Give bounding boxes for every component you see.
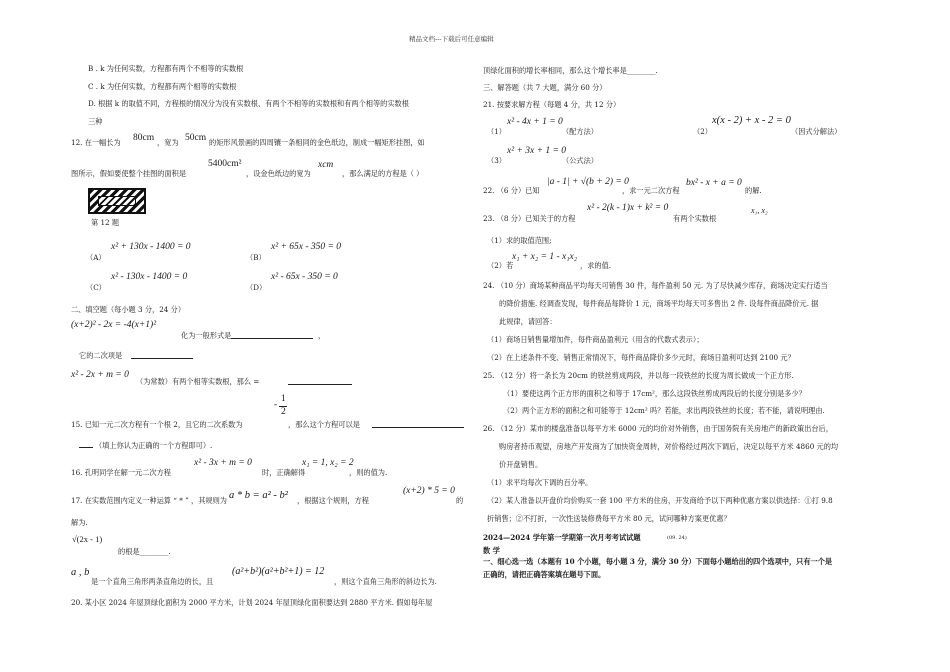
- q19-ab: a , b: [71, 567, 90, 578]
- q15-text-a: 15. 已知一元二次方程有一个根 2，且它的二次系数为: [71, 420, 243, 429]
- q25-part-2: （2）两个正方形的面积之和可能等于 12cm² 吗？若能，求出两段铁丝的长度；若不能，请说明理由.: [503, 406, 825, 415]
- q12-figure: [88, 188, 146, 214]
- q26-line-3: 价开盘销售。: [499, 460, 543, 469]
- q21-3-method: （公式法）: [562, 156, 598, 165]
- exam-date: (09. 24): [667, 535, 687, 541]
- q19-equation: (a²+b²)(a²+b²+1) = 12: [232, 566, 325, 577]
- q15-blank: [372, 427, 464, 428]
- q21-3-equation: x² + 3x + 1 = 0: [507, 146, 567, 156]
- q12-text-e: ，设金色纸边的宽为: [246, 169, 311, 178]
- q24-part-2: （2）在上述条件不变、销售正常情况下，每件商品降价多少元时，商场日盈利可达到 2100 元？: [487, 353, 795, 362]
- q16-text-c: ，则的值为.: [349, 468, 388, 477]
- q12-text-f: ，那么满足的方程是（ ）: [342, 169, 424, 178]
- q17-equation: (x+2) * 5 = 0: [403, 486, 455, 496]
- q22-text-b: ，求一元二次方程: [622, 186, 680, 195]
- q26-part-2-cont: 折销售；②不打折，一次性送装修费每平方米 80 元，试问哪种方案更优惠？: [487, 514, 731, 523]
- q17-text-b: ，根据这个规则，方程: [297, 496, 369, 505]
- q21-3-label: （3）: [487, 156, 506, 165]
- q17-rule: a * b = a² - b²: [229, 490, 288, 501]
- q12-option-c-eq: x² - 130x - 1400 = 0: [111, 272, 188, 282]
- q11-option-d: D. 根据 k 的取值不同，方程根的情况分为没有实数根、有两个不相等的实数根和有两个相等的实数根: [88, 99, 409, 108]
- q12-text-b: ，宽为: [157, 138, 179, 147]
- q18-text: 的根是________.: [118, 547, 171, 556]
- q21-2-method: （因式分解法）: [791, 127, 842, 136]
- section-2-title: 二、填空题（每小题 3 分，24 分）: [71, 305, 186, 314]
- q11-option-d-cont: 三种: [88, 117, 103, 126]
- page-header: 精品文档---下载后可任意编辑: [409, 35, 494, 43]
- q23-part-2: （2）若: [487, 261, 514, 270]
- q25-line-1: 25. （12 分）将一条长为 20cm 的铁丝剪成两段，并以每一段铁丝的长度为周长做成一个正方形.: [483, 371, 794, 380]
- q17-text-d: 解为.: [71, 518, 88, 527]
- q24-line-3: 此规律，请回答：: [499, 317, 557, 326]
- q23-part-2-text: ，求的值.: [580, 261, 612, 270]
- exam-title: 2024—2024 学年第一学期第一次月考考试试题: [483, 533, 641, 542]
- q17-text-c: 的: [456, 496, 464, 505]
- q26-part-2: （2）某人准备以开盘价均价购买一套 100 平方米的住房，开发商给予以下两种优惠方案以供选择：①打 9.8: [487, 496, 833, 505]
- q13-text-a: 化为一般形式是: [181, 331, 232, 340]
- q21-2-label: （2）: [693, 127, 712, 136]
- q13-blank: [231, 338, 313, 339]
- fraction-numerator: 1: [281, 394, 286, 404]
- exam-subject: 数 学: [483, 546, 500, 555]
- q16-equation: x² - 3x + m = 0: [194, 458, 252, 468]
- q12-figure-caption: 第 12 题: [91, 218, 120, 227]
- q23-part-2-equation: x₁ + x₂ = 1 - x₁x₂: [512, 252, 578, 262]
- q12-length: 80cm: [133, 133, 155, 143]
- q12-option-c-label: （C）: [86, 283, 106, 292]
- q12-text-d: 图所示，假如要使整个挂图的面积是: [71, 169, 187, 178]
- fraction-denominator: 2: [281, 407, 286, 417]
- section-3-title: 三、解答题（共 7 大题，满分 60 分）: [483, 83, 607, 92]
- q21-title: 21. 按要求解方程（每题 4 分，共 12 分）: [483, 100, 621, 109]
- q14-blank: [288, 384, 352, 385]
- q21-2-equation: x(x - 2) + x - 2 = 0: [712, 115, 791, 126]
- q15-blank-2: [79, 447, 93, 448]
- q16-text-b: 时，正确解得: [262, 468, 306, 477]
- q17-text-a: 17. 在实数范围内定义一种运算 “ * ” ，其规则为: [71, 496, 227, 505]
- q12-area: 5400cm²: [208, 159, 242, 169]
- q22-text-c: 的解.: [745, 186, 762, 195]
- q15-text-b: ，那么这个方程可以是: [288, 420, 360, 429]
- q12-text-a: 12. 在一幅长为: [71, 138, 121, 147]
- q19-text-a: 是一个直角三角形两条直角边的长，且: [91, 577, 214, 586]
- q22-text-a: 22. （6 分）已知: [483, 186, 540, 195]
- q11-option-b: B . k 为任何实数，方程都有两个不相等的实数根: [88, 64, 244, 73]
- q21-1-equation: x² - 4x + 1 = 0: [507, 117, 563, 127]
- q22-condition: |a - 1| + √(b + 2) = 0: [547, 177, 629, 187]
- section-1-title-cont: 正确的，请把正确答案填在题号下面。: [483, 570, 606, 579]
- q12-option-a-eq: x² + 130x - 1400 = 0: [111, 242, 191, 252]
- q12-option-b-eq: x² + 65x - 350 = 0: [271, 242, 342, 252]
- q23-part-1: （1）求的取值范围;: [487, 236, 552, 245]
- q19-text-b: ，则这个直角三角形的斜边长为.: [334, 577, 437, 586]
- q12-option-d-eq: x² - 65x - 350 = 0: [271, 272, 338, 282]
- q15-text-c: （填上你认为正确的一个方程即可）.: [95, 441, 213, 450]
- q13-blank-2: [131, 358, 193, 359]
- q26-part-1: （1）求平均每次下调的百分率。: [487, 478, 593, 487]
- q12-option-b-label: （B）: [246, 253, 266, 262]
- q23-equation: x² - 2(k - 1)x + k² = 0: [587, 203, 669, 213]
- q12-text-c: 的矩形风景画的四周镶一条相同的金色纸边，制成一幅矩形挂图，如: [209, 138, 425, 147]
- q13-text-b: ，: [318, 331, 326, 340]
- q12-option-d-label: （D）: [246, 283, 267, 292]
- q25-part-1: （1）要使这两个正方形的面积之和等于 17cm²，那么这段铁丝剪成两段后的长度分别是多少？: [503, 389, 806, 398]
- q23-text-a: 23. （8 分）已知关于的方程: [483, 214, 576, 223]
- q14-equation: x² - 2x + m = 0: [71, 370, 129, 380]
- q22-equation: bx² - x + a = 0: [686, 178, 742, 188]
- q26-line-1: 26. （12 分）某市的楼盘准备以每平方米 6000 元的均价对外销售，由于国务院有关房地产的新政策出台后，: [483, 424, 833, 433]
- q13-text-c: 它的二次项是: [79, 351, 123, 360]
- q26-line-2: 购房者持币观望，房地产开发商为了加快资金周转，对价格经过两次下调后，决定以每平方米 4860 元的均: [499, 442, 839, 451]
- q24-line-2: 的降价措施. 经调查发现，每件商品每降价 1 元，商场平均每天可多售出 2 件. 设每件商品降价元. 据: [499, 299, 819, 308]
- q12-x: xcm: [318, 160, 334, 170]
- q18-expression: √(2x - 1): [72, 534, 103, 544]
- q21-1-method: （配方法）: [562, 127, 598, 136]
- q24-part-1: （1）商场日销售量增加件，每件商品盈利元（用含的代数式表示）；: [487, 335, 704, 344]
- q16-roots: x₁ = 1, x₂ = 2: [302, 458, 354, 468]
- section-1-title: 一、细心选一选（本题有 10 个小题，每小题 3 分，满分 30 分）下面每小题给出的四个选项中，只有一个是: [483, 557, 833, 566]
- q16-text-a: 16. 孔明同学在解一元二次方程: [71, 468, 171, 477]
- q21-1-label: （1）: [487, 127, 506, 136]
- q23-text-b: 有两个实数根: [673, 214, 717, 223]
- fraction-sign: -: [274, 400, 278, 410]
- q11-option-c: C . k 为任何实数，方程都有两个相等的实数根: [88, 82, 237, 91]
- q20-continued: 顶绿化面积的增长率相同，那么这个增长率是________.: [483, 66, 658, 75]
- q20-text: 20. 某小区 2024 年屋顶绿化面积为 2000 平方米，计划 2024 年屋顶绿化面积要达到 2880 平方米. 假如每年屋: [71, 598, 433, 607]
- q23-roots: x₁, x₂: [751, 206, 768, 215]
- q13-equation: (x+2)² - 2x = -4(x+1)²: [71, 320, 157, 330]
- q12-option-a-label: （A）: [86, 253, 106, 262]
- q12-width: 50cm: [185, 133, 207, 143]
- q24-line-1: 24. （10 分）商场某种商品平均每天可销售 30 件，每件盈利 50 元. 为了尽快减少库存，商场决定实行适当: [483, 281, 828, 290]
- q14-text: （为常数）有两个相等实数根，那么 =: [136, 377, 260, 386]
